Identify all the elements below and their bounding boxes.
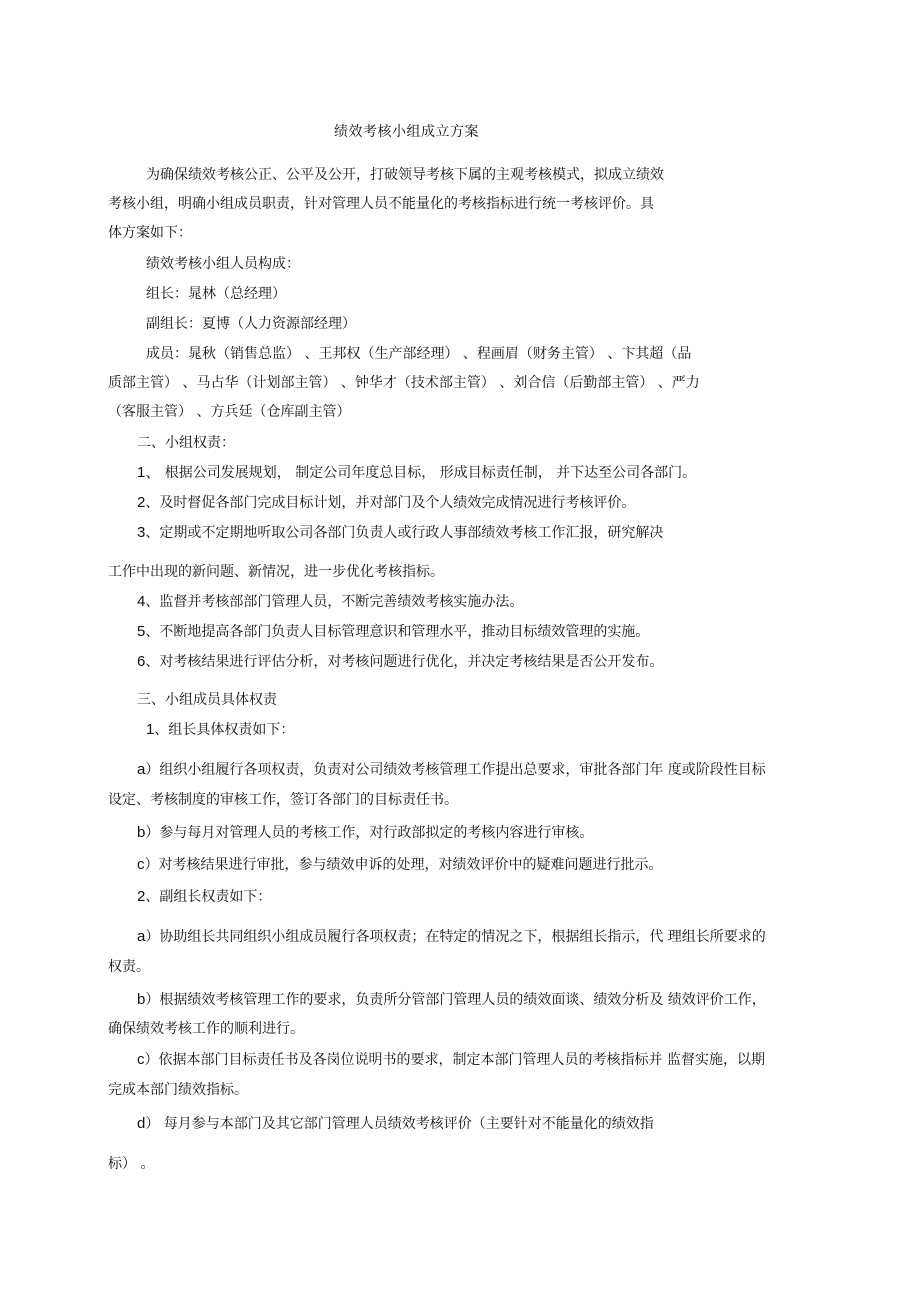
deputy-duty-d-continued: 标） 。	[108, 1156, 155, 1172]
item-number: 2	[137, 494, 146, 511]
composition-heading: 绩效考核小组人员构成：	[146, 256, 300, 272]
item-text: ）协助组长共同组织小组成员履行各项权责；在特定的情况之下，根据组长指示，代 理组长所要求的	[145, 929, 766, 945]
item-letter: a	[137, 761, 146, 778]
item-text: 、不断地提高各部门负责人目标管理意识和管理水平，推动目标绩效管理的实施。	[145, 624, 650, 640]
section-2-heading: 二、小组权责：	[137, 435, 235, 451]
responsibility-item-2	[137, 493, 635, 513]
intro-line-2: 考核小组，明确小组成员职责，针对管理人员不能量化的考核指标进行统一考核评价。具	[108, 196, 654, 212]
deputy-duty-b-continued: 确保绩效考核工作的顺利进行。	[108, 1021, 304, 1037]
section-3-heading: 三、小组成员具体权责	[137, 692, 277, 708]
responsibility-item-3-continued: 工作中出现的新问题、新情况，进一步优化考核指标。	[108, 564, 444, 580]
deputy-duties-heading	[137, 887, 271, 907]
item-text: ）依据本部门目标责任书及各岗位说明书的要求，制定本部门管理人员的考核指标并 监督实施，以期	[144, 1052, 765, 1068]
deputy-leader-line: 副组长：夏博（人力资源部经理）	[146, 316, 356, 332]
deputy-duty-c	[137, 1050, 765, 1070]
leader-duty-b	[137, 823, 593, 843]
item-text: 、及时督促各部门完成目标计划，并对部门及个人绩效完成情况进行考核评价。	[145, 495, 636, 511]
item-letter: a	[137, 928, 146, 945]
item-text: 、组长具体权责如下：	[154, 722, 295, 738]
deputy-duty-d	[137, 1114, 654, 1134]
responsibility-item-1	[137, 463, 696, 483]
deputy-duty-a	[137, 927, 766, 947]
members-line-1: 成员：晁秋（销售总监） 、王邦权（生产部经理） 、程画眉（财务主管） 、卞其超（品	[146, 346, 692, 362]
leader-duties-heading	[146, 720, 294, 740]
item-text: 根据公司发展规划， 制定公司年度总目标， 形成目标责任制， 并下达至公司各部门。	[160, 465, 697, 481]
item-text: 、监督并考核部部门管理人员，不断完善绩效考核实施办法。	[145, 594, 524, 610]
item-text: 、定期或不定期地听取公司各部门负责人或行政人事部绩效考核工作汇报，研究解决	[145, 525, 664, 541]
deputy-duty-a-continued: 权责。	[108, 959, 150, 975]
deputy-duty-c-continued: 完成本部门绩效指标。	[108, 1082, 248, 1098]
item-text: ）参与每月对管理人员的考核工作，对行政部拟定的考核内容进行审核。	[145, 825, 594, 841]
responsibility-item-6	[137, 652, 663, 672]
item-text: ）根据绩效考核管理工作的要求，负责所分管部门管理人员的绩效面谈、绩效分析及 绩效评价工作，	[145, 992, 766, 1008]
leader-line: 组长：晁林（总经理）	[146, 286, 286, 302]
deputy-duty-b	[137, 990, 766, 1010]
item-number: 1、	[137, 464, 161, 481]
item-number: 2	[137, 888, 146, 905]
responsibility-item-5	[137, 622, 649, 642]
item-number: 1	[146, 721, 155, 738]
item-letter: c	[137, 856, 145, 873]
item-number: 3	[137, 524, 146, 541]
leader-duty-a	[137, 760, 766, 780]
item-text: 、对考核结果进行评估分析，对考核问题进行优化，并决定考核结果是否公开发布。	[145, 654, 664, 670]
item-number: 6	[137, 653, 146, 670]
item-text: 、副组长权责如下：	[145, 889, 272, 905]
item-number: 5	[137, 623, 146, 640]
item-letter: c	[137, 1051, 145, 1068]
responsibility-item-4	[137, 592, 523, 612]
intro-line-1: 为确保绩效考核公正、公平及公开，打破领导考核下属的主观考核模式，拟成立绩效	[146, 167, 664, 183]
item-number: 4	[137, 593, 146, 610]
item-letter: b	[137, 824, 146, 841]
intro-line-3: 体方案如下：	[108, 225, 192, 241]
leader-duty-c	[137, 855, 663, 875]
leader-duty-a-continued: 设定、考核制度的审核工作，签订各部门的目标责任书。	[108, 792, 458, 808]
document-title: 绩效考核小组成立方案	[334, 124, 479, 140]
item-letter: b	[137, 991, 146, 1008]
members-line-2: 质部主管） 、马占华（计划部主管） 、钟华才（技术部主管） 、刘合信（后勤部主管） 、严力	[108, 375, 700, 391]
item-letter: d	[137, 1115, 146, 1132]
item-text: ） 每月参与本部门及其它部门管理人员绩效考核评价（主要针对不能量化的绩效指	[145, 1116, 654, 1132]
item-text: ）对考核结果进行审批，参与绩效申诉的处理，对绩效评价中的疑难问题进行批示。	[144, 857, 663, 873]
responsibility-item-3	[137, 523, 663, 543]
members-line-3: （客服主管） 、方兵廷（仓库副主管）	[108, 404, 351, 420]
item-text: ）组织小组履行各项权责，负责对公司绩效考核管理工作提出总要求，审批各部门年 度或阶段性目标	[145, 762, 766, 778]
